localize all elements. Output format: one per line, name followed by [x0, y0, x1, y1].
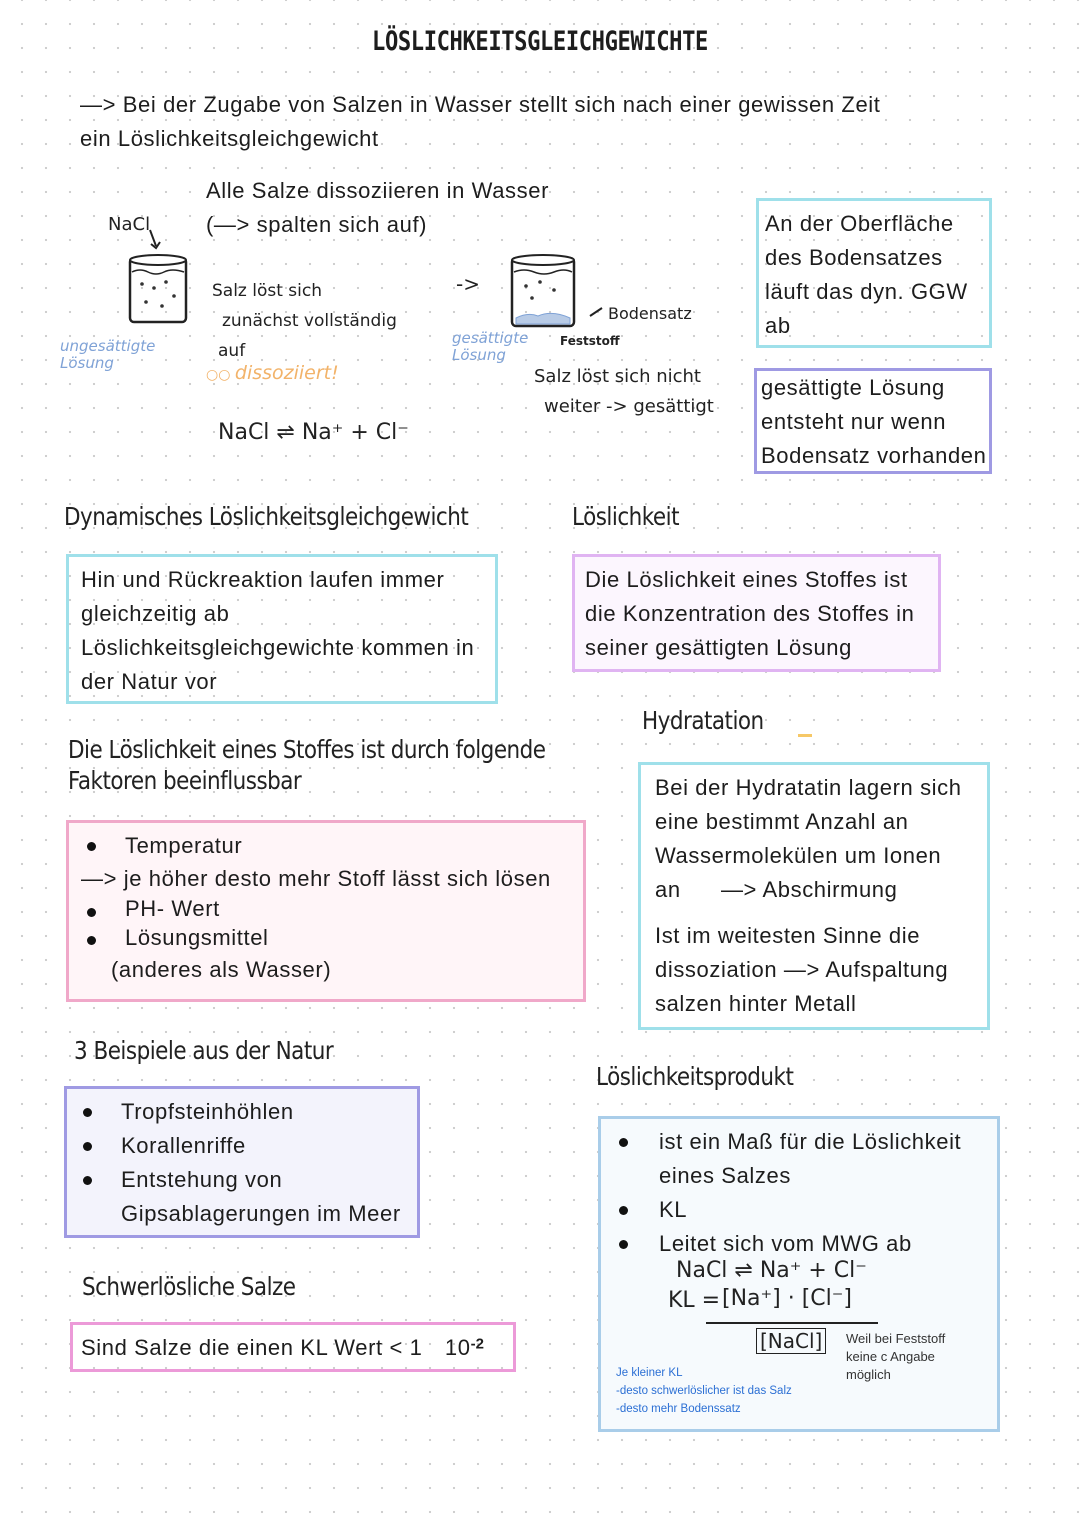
dynamic-heading: Dynamisches Löslichkeitsgleichgewicht: [64, 502, 469, 531]
dissociated-label: dissoziiert!: [234, 362, 339, 384]
factors-heading-line-1: Die Löslichkeit eines Stoffes ist durch folgende: [68, 735, 546, 764]
dynamic-box: [66, 554, 498, 704]
product-item-mwg: Leitet sich vom MWG ab: [613, 1227, 997, 1261]
sparingly-text: Sind Salze die einen KL Wert < 1: [81, 1335, 423, 1360]
no-more-line-2: weiter -> gesättigt: [544, 396, 714, 417]
product-equation: NaCl ⇌ Na⁺ + Cl⁻: [676, 1258, 867, 1283]
kl-denominator: [NaCl]: [756, 1328, 826, 1354]
salt-dissolves-line-3: auf: [218, 341, 246, 361]
page-title: LÖSLICHKEITSGLEICHGEWICHTE: [372, 26, 708, 57]
saturated-line-2: entsteht nur wenn: [761, 409, 947, 434]
kl-note-line-2: -desto schwerlöslicher ist das Salz: [616, 1385, 792, 1397]
factor-solvent-note: (anderes als Wasser): [111, 957, 332, 982]
kl-symbol: KL =: [668, 1288, 721, 1313]
saturated-label: gesättigte Lösung: [452, 329, 529, 364]
product-item-kl: KL: [613, 1193, 997, 1227]
factor-temperature-note: —> je höher desto mehr Stoff lässt sich lösen: [81, 866, 551, 891]
product-heading: Löslichkeitsprodukt: [596, 1062, 794, 1091]
kl-side-note: [846, 1330, 945, 1384]
sparingly-box: [70, 1322, 516, 1372]
hydration-line-7: salzen hinter Metall: [655, 991, 857, 1016]
dissociated-note: [206, 362, 339, 384]
intro-text: [80, 88, 881, 156]
example-1: Tropfsteinhöhlen: [77, 1095, 417, 1129]
surface-line-1: An der Oberfläche: [765, 211, 954, 236]
dynamic-line-1: Hin und Rückreaktion laufen immer: [81, 567, 445, 592]
ion-circles-icon: ○○: [206, 367, 235, 383]
solubility-box: [572, 554, 941, 672]
fraction-line: [706, 1322, 878, 1324]
saturated-line-3: Bodensatz vorhanden: [761, 443, 987, 468]
no-more-dissolve-note: [534, 362, 714, 422]
sediment-label: Bodensatz: [608, 304, 692, 323]
kl-note-line-3: -desto mehr Bodenssatz: [616, 1403, 741, 1415]
saturated-line-1: gesättigte Lösung: [761, 375, 945, 400]
hydration-line-1: Bei der Hydratatin lagern sich: [655, 775, 962, 800]
dissociation-line-2: (—> spalten sich auf): [206, 212, 428, 237]
surface-line-2: des Bodensatzes: [765, 245, 943, 270]
saturated-note-box: [754, 368, 992, 474]
factors-heading-line-2: Faktoren beeinflussbar: [68, 766, 302, 795]
kl-note-line-1: Je kleiner KL: [616, 1367, 683, 1379]
highlight-mark: [798, 734, 812, 737]
hydration-line-6: dissoziation —> Aufspaltung: [655, 957, 949, 982]
dynamic-line-3: Löslichkeitsgleichgewichte kommen in: [81, 635, 475, 660]
beaker-saturated-icon: [502, 252, 702, 342]
salt-dissolves-line-1: Salz löst sich: [212, 281, 323, 301]
factors-box: [66, 820, 586, 1002]
hydration-line-3: Wassermolekülen um Ionen: [655, 843, 942, 868]
factor-solvent: Lösungsmittel: [81, 923, 583, 953]
salt-dissolves-note: [212, 276, 397, 366]
kl-blue-note: [616, 1364, 792, 1418]
dissociation-equation: NaCl ⇌ Na⁺ + Cl⁻: [218, 420, 409, 445]
beaker-unsaturated-icon: [120, 226, 210, 336]
intro-line-2: ein Löslichkeitsgleichgewicht: [80, 126, 379, 151]
hydration-line-2: eine bestimmt Anzahl an: [655, 809, 909, 834]
hydration-heading: Hydratation: [642, 706, 764, 735]
example-2: Korallenriffe: [77, 1129, 417, 1163]
diagram-arrow: ->: [456, 272, 480, 296]
solubility-heading: Löslichkeit: [572, 502, 679, 531]
solubility-line-3: seiner gesättigten Lösung: [585, 635, 852, 660]
product-item-1-continued: eines Salzes: [659, 1163, 791, 1188]
sparingly-exponent: -2: [470, 1335, 484, 1353]
dissociation-line-1: Alle Salze dissoziieren in Wasser: [206, 178, 549, 203]
solid-label: Feststoff: [560, 334, 620, 348]
unsaturated-label: ungesättigte Lösung: [60, 337, 156, 372]
factor-ph: PH- Wert: [81, 895, 583, 923]
nacl-label: NaCl: [108, 214, 151, 235]
salt-dissolves-line-2: zunächst vollständig: [222, 311, 397, 331]
surface-note-box: [756, 198, 992, 348]
hydration-line-5: Ist im weitesten Sinne die: [655, 923, 921, 948]
dynamic-line-4: der Natur vor: [81, 669, 218, 694]
hydration-line-4: an —> Abschirmung: [655, 877, 898, 902]
dissociation-text: [206, 174, 549, 242]
dynamic-line-2: gleichzeitig ab: [81, 601, 230, 626]
factors-heading: [68, 734, 545, 796]
factor-temperature: Temperatur: [81, 829, 583, 863]
surface-line-4: ab: [765, 313, 791, 338]
sparingly-value: 10: [444, 1335, 471, 1360]
no-more-line-1: Salz löst sich nicht: [534, 366, 701, 387]
example-3: Entstehung von: [77, 1163, 417, 1197]
surface-line-3: läuft das dyn. GGW: [765, 279, 968, 304]
product-item-1: ist ein Maß für die Löslichkeit: [613, 1125, 997, 1159]
kl-side-line-3: möglich: [846, 1367, 891, 1382]
sparingly-heading: Schwerlösliche Salze: [82, 1272, 296, 1301]
kl-side-line-1: Weil bei Feststoff: [846, 1331, 946, 1346]
hydration-box: [638, 762, 990, 1030]
solubility-line-2: die Konzentration des Stoffes in: [585, 601, 915, 626]
example-3-continued: Gipsablagerungen im Meer: [121, 1201, 401, 1226]
solubility-line-1: Die Löslichkeit eines Stoffes ist: [585, 567, 908, 592]
examples-box: [64, 1086, 420, 1238]
kl-numerator: [Na⁺] · [Cl⁻]: [722, 1286, 852, 1311]
intro-line-1: —> Bei der Zugabe von Salzen in Wasser stellt sich nach einer gewissen Zeit: [80, 92, 881, 117]
kl-side-line-2: keine c Angabe: [846, 1349, 935, 1364]
examples-heading: 3 Beispiele aus der Natur: [74, 1036, 334, 1065]
